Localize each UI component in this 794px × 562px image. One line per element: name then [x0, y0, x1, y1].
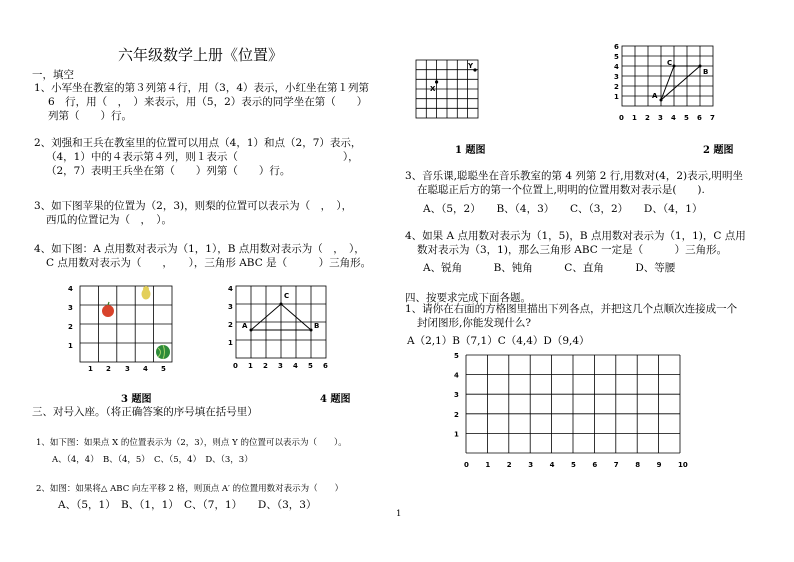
label-c: C: [284, 292, 290, 300]
figure-3-grid: [66, 282, 186, 372]
point-c: [673, 65, 676, 68]
question-2: [34, 136, 361, 178]
figure-4-grid: [226, 282, 336, 372]
label-a: A: [652, 92, 658, 100]
fig5-xtick: 1: [485, 461, 491, 469]
section1-heading: 一，填空: [32, 69, 74, 81]
figure-5-grid: [452, 352, 692, 477]
question-3: [34, 199, 352, 227]
r3-line2: 在聪聪正后方的第一个位置上,明明的位置用数对表示是( ).: [417, 184, 705, 196]
fig4-xtick: 2: [263, 362, 268, 370]
page-number: 1: [396, 509, 402, 519]
fig2-ytick: 4: [614, 63, 619, 71]
apple-icon: [102, 302, 114, 317]
point-b: [699, 65, 702, 68]
fig5-ytick: 4: [454, 371, 459, 380]
fig4-xtick: 6: [323, 362, 328, 370]
s4-question-1: [405, 302, 737, 330]
s4-question-1-points: A（2,1）B（7,1）C（4,4）D（9,4）: [407, 335, 590, 347]
q4-line1: 4、如下图：A 点用数对表示为（1，1），B 点用数对表示为（ ， ），: [34, 243, 365, 255]
triangle-abc: [661, 66, 700, 100]
fig4-xtick: 0: [233, 362, 238, 370]
q2-line2: （4，1）中的４表示第４列，则１表示（ ），: [46, 151, 359, 163]
fig3-yticks: [68, 285, 73, 350]
fig2-xtick: 0: [619, 114, 624, 122]
q4-line2: C 点用数对表示为（ ， ），三角形 ABC 是（ ）三角形。: [46, 257, 372, 269]
label-x: X: [430, 85, 436, 93]
fig5-xtick: 0: [464, 461, 469, 469]
page-title: 六年级数学上册《位置》: [118, 46, 284, 64]
fig4-ytick: 4: [228, 285, 233, 293]
fig5-xtick: 7: [613, 461, 619, 469]
q1-line1: 1、小军坐在教室的第３列第４行，用（3，4）表示，小红坐在第１列第: [34, 82, 370, 94]
fig2-ytick: 3: [614, 73, 619, 81]
fig2-ytick: 2: [614, 83, 619, 91]
right-question-3-options: A、（5，2） B、（4，3） C、（3，2） D、（4，1）: [423, 203, 703, 215]
fig4-xtick: 1: [248, 362, 253, 370]
s3-question-1: 1、如下图：如果点 X 的位置表示为（2，3），则点 Y 的位置可以表示为（ ）。: [36, 438, 347, 448]
fig3-ytick: 3: [68, 304, 73, 312]
fig2-xtick: 2: [645, 114, 650, 122]
fig2-ytick: 1: [614, 93, 619, 101]
fig2-ytick: 6: [614, 43, 619, 51]
fig4-xtick: 5: [308, 362, 313, 370]
fig3-xtick: 3: [125, 365, 130, 373]
fig5-xtick: 5: [571, 461, 576, 469]
fig5-ytick: 5: [454, 352, 459, 360]
fig5-xtick: 4: [549, 461, 555, 469]
s4q1-line2: 封闭图形,你能发现什么?: [417, 317, 531, 329]
label-b: B: [314, 322, 320, 330]
fig3-xticks: [88, 365, 166, 373]
right-question-3: [405, 169, 743, 197]
figure-1-grid: [412, 58, 482, 122]
right-question-4-options: A、锐角 B、钝角 C、直角 D、等腰: [423, 262, 676, 274]
s3-question-2-options: A、（5，1） B、（1，1） C、（7，1） D、（3，3）: [58, 499, 317, 511]
fig5-xtick: 10: [678, 461, 688, 469]
fig4-xtick: 3: [278, 362, 283, 370]
point-a: [250, 329, 253, 332]
fig2-xtick: 1: [632, 114, 637, 122]
fig3-ytick: 1: [68, 342, 73, 350]
fig5-xtick: 6: [592, 461, 598, 469]
fig2-xtick: 6: [697, 114, 702, 122]
question-1: [34, 81, 369, 123]
fig2-ytick: 5: [614, 53, 619, 61]
q3-line1: 3、如下图苹果的位置为（2，3)，则梨的位置可以表示为（ ， ），: [34, 200, 353, 212]
fig2-xtick: 3: [658, 114, 663, 122]
figure-4-caption: 4 题图: [320, 394, 351, 405]
point-y: [473, 68, 476, 71]
figure-1-caption: 1 题图: [455, 145, 486, 156]
q2-line1: 2、刘强和王兵在教室里的位置可以用点（4，1）和点（2，7）表示，: [34, 137, 362, 149]
q1-line3: 列第（ ）行。: [48, 110, 132, 122]
q2-line3: （2，7）表明王兵坐在第（ ）列第（ ）行。: [46, 165, 291, 177]
fig3-xtick: 1: [88, 365, 93, 373]
s3-question-2: 2、如图：如果将△ ABC 向左平移 2 格，则顶点 A′ 的位置用数对表示为（ ）: [36, 484, 344, 494]
r3-line1: 3、音乐课,聪聪坐在音乐教室的第 4 列第 2 行,用数对(4，2)表示,明明坐: [405, 170, 743, 182]
fig3-ytick: 4: [68, 285, 73, 293]
figure-2-grid: [612, 40, 722, 124]
right-question-4: [405, 229, 746, 257]
fig5-ytick: 2: [454, 410, 459, 419]
pear-icon: [142, 286, 151, 300]
s3-question-1-options: A、（4，4） B、（4，5） C、（5，4） D、（3，3）: [52, 455, 253, 465]
fig3-xtick: 5: [161, 365, 166, 373]
fig5-xtick: 8: [635, 461, 641, 469]
label-a: A: [242, 322, 248, 330]
label-c: C: [667, 59, 673, 67]
section4-heading: 四、按要求完成下面各题。: [405, 292, 531, 304]
q1-line2: 6 行，用（ ， ）来表示，用（5，2）表示的同学坐在第（ ）: [48, 96, 368, 108]
section3-heading: 三、对号入座。（将正确答案的序号填在括号里）: [32, 406, 258, 418]
fig5-ytick: 3: [454, 391, 459, 400]
fig4-ytick: 2: [228, 321, 233, 329]
watermelon-icon: [156, 345, 170, 359]
fig2-xtick: 5: [684, 114, 689, 122]
fig4-ytick: 1: [228, 339, 233, 347]
point-x: [435, 80, 438, 83]
question-4: [34, 242, 371, 270]
fig2-xtick: 7: [710, 114, 715, 122]
fig5-xtick: 2: [506, 461, 512, 469]
fig5-xtick: 3: [528, 461, 534, 469]
fig3-xtick: 2: [106, 365, 111, 373]
fig3-xtick: 4: [143, 365, 148, 373]
figure-2-caption: 2 题图: [703, 145, 734, 156]
fig3-ytick: 2: [68, 323, 73, 331]
fig4-xtick: 4: [293, 362, 298, 370]
s4q1-line1: 1、请你在右面的方格图里描出下列各点，并把这几个点顺次连接成一个: [405, 303, 738, 315]
q3-line2: 西瓜的位置记为（ ， ）。: [46, 214, 172, 226]
fig2-xtick: 4: [671, 114, 676, 122]
fig5-xtick: 9: [656, 461, 662, 469]
r4-line1: 4、如果 A 点用数对表示为（1，5)，B 点用数对表示为（1，1)，C 点用: [405, 230, 746, 242]
label-y: Y: [468, 62, 474, 70]
fig4-ytick: 3: [228, 303, 233, 311]
point-c: [280, 303, 283, 306]
label-b: B: [703, 68, 709, 76]
r4-line2: 数对表示为（3，1)，那么三角形 ABC 一定是（ ）三角形。: [417, 244, 728, 256]
fig5-ytick: 1: [454, 430, 459, 439]
point-a: [660, 99, 663, 102]
figure-3-caption: 3 题图: [121, 394, 152, 405]
point-b: [310, 329, 313, 332]
